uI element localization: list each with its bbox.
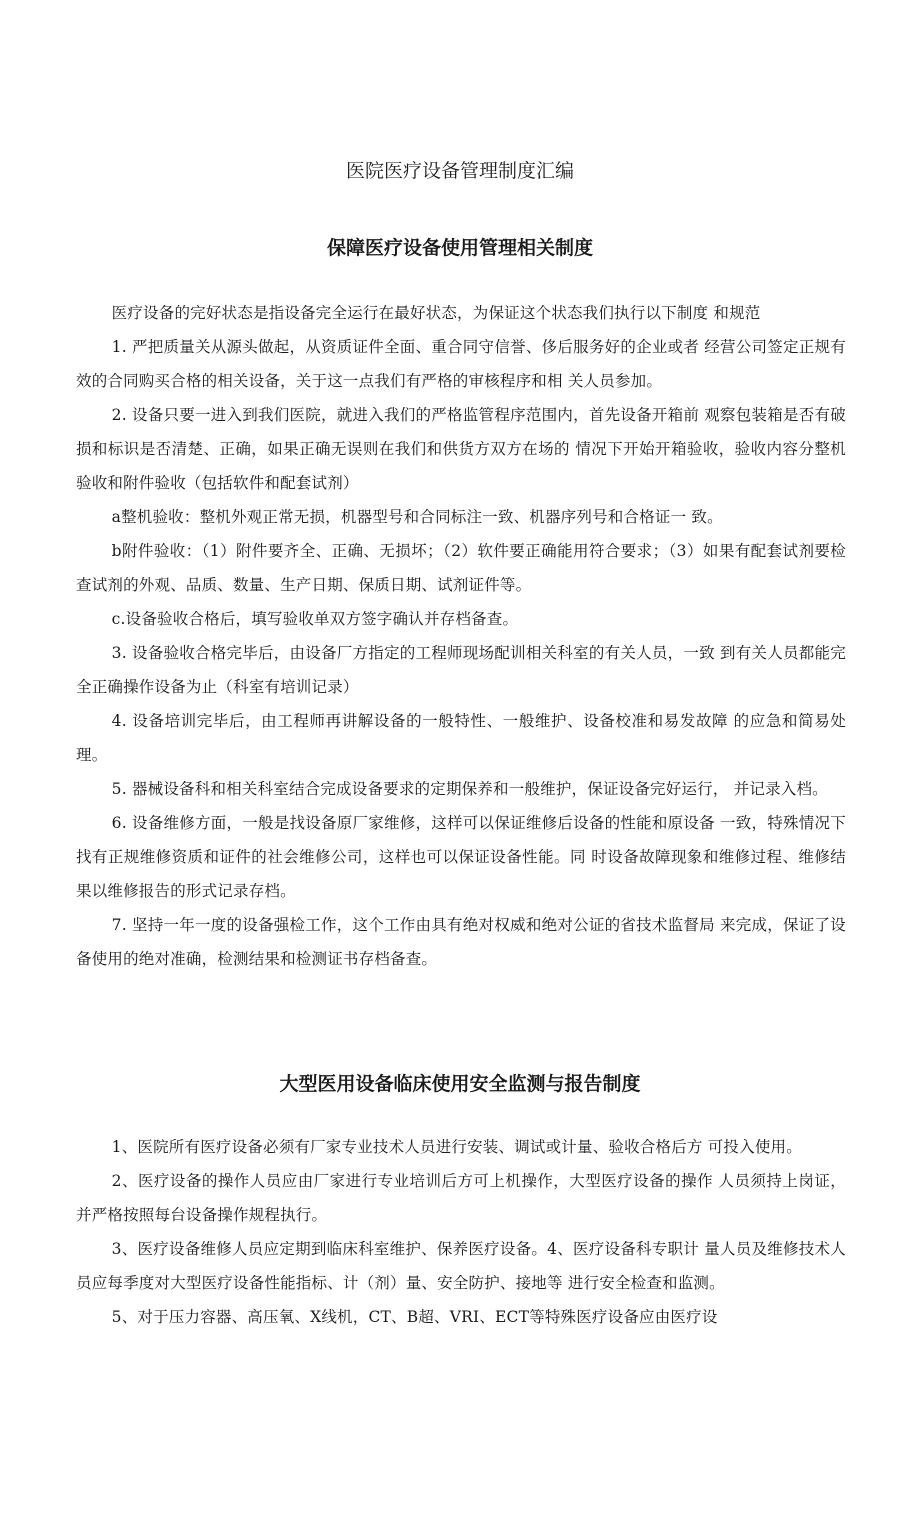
paragraph: 5. 器械设备科和相关科室结合完成设备要求的定期保养和一般维护，保证设备完好运行， 并记录入档。 [111, 780, 828, 798]
paragraph: 4. 设备培训完毕后，由工程师再讲解设备的一般特性、一般维护、设备校准和易发故障 的应急和简易处理。 [76, 712, 846, 764]
paragraph: 5、对于压力容器、高压氧、X线机，CT、B超、VRI、ECT等特殊医疗设备应由医疗设 [111, 1308, 718, 1326]
section1-body [76, 296, 846, 976]
paragraph: 医疗设备的完好状态是指设备完全运行在最好状态，为保证这个状态我们执行以下制度 和规范 [111, 304, 761, 322]
paragraph: c.设备验收合格后，填写验收单双方签字确认并存档备查。 [111, 610, 519, 628]
paragraph: 6. 设备维修方面，一般是找设备原厂家维修，这样可以保证维修后设备的性能和原设备 一致，特殊情况下找有正规维修资质和证件的社会维修公司，这样也可以保证设备性能。同 时设备故障现象和维修过程、维修结果以维修报告的形式记录存档。 [76, 814, 846, 900]
paragraph: 2、医疗设备的操作人员应由厂家进行专业培训后方可上机操作，大型医疗设备的操作 人员须持上岗证，并严格按照每台设备操作规程执行。 [76, 1172, 846, 1224]
paragraph: 2. 设备只要一进入到我们医院，就进入我们的严格监管程序范围内，首先设备开箱前 观察包装箱是否有破损和标识是否清楚、正确，如果正确无误则在我们和供货方双方在场的 情况下开始开箱验收，验收内容分整机验收和附件验收（包括软件和配套试剂） [76, 406, 846, 492]
section1-heading: 保障医疗设备使用管理相关制度 [326, 237, 593, 259]
paragraph: 3、医疗设备维修人员应定期到临床科室维护、保养医疗设备。4、医疗设备科专职计 量人员及维修技术人员应每季度对大型医疗设备性能指标、计（剂）量、安全防护、接地等 进行安全检查和监测。 [76, 1240, 846, 1292]
paragraph: 7. 坚持一年一度的设备强检工作，这个工作由具有绝对权威和绝对公证的省技术监督局 来完成，保证了设备使用的绝对准确，检测结果和检测证书存档备查。 [76, 916, 846, 968]
paragraph: 1. 严把质量关从源头做起，从资质证件全面、重合同守信誉、侈后服务好的企业或者 经营公司签定正规有效的合同购买合格的相关设备，关于这一点我们有严格的审核程序和相 关人员参加。 [76, 338, 846, 390]
section2-heading: 大型医用设备临床使用安全监测与报告制度 [279, 1073, 641, 1095]
section2-body [76, 1130, 846, 1334]
paragraph: a整机验收：整机外观正常无损，机器型号和合同标注一致、机器序列号和合格证一 致。 [111, 508, 723, 526]
paragraph: 3. 设备验收合格完毕后，由设备厂方指定的工程师现场配训相关科室的有关人员，一致 到有关人员都能完全正确操作设备为止（科室有培训记录） [76, 644, 846, 696]
document-title: 医院医疗设备管理制度汇编 [345, 160, 574, 182]
paragraph: b附件验收：（1）附件要齐全、正确、无损坏；（2）软件要正确能用符合要求；（3）如果有配套试剂要检查试剂的外观、品质、数量、生产日期、保质日期、试剂证件等。 [76, 542, 846, 594]
paragraph: 1、医院所有医疗设备必须有厂家专业技术人员进行安装、调试或计量、验收合格后方 可投入使用。 [111, 1138, 802, 1156]
